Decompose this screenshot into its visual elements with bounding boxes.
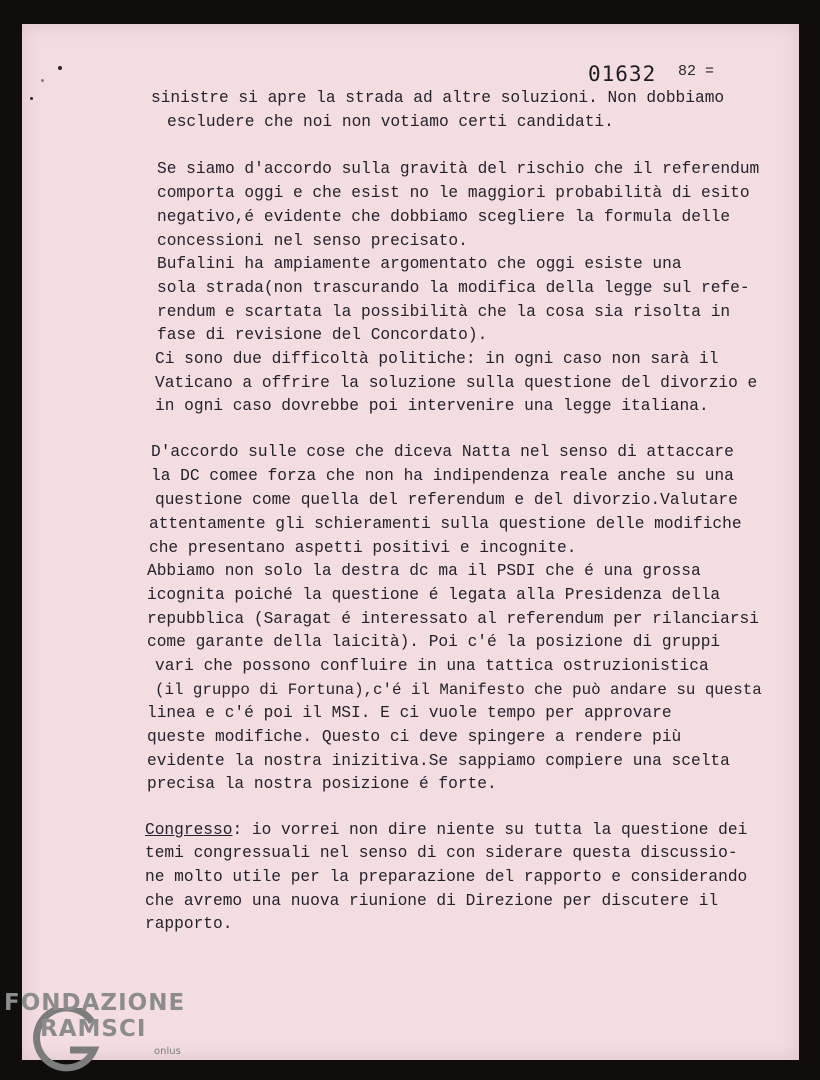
congress-text: : io vorrei non dire niente su tutta la questione dei xyxy=(232,821,748,839)
text-line: concessioni nel senso precisato. xyxy=(157,232,468,250)
text-line: che avremo una nuova riunione di Direzione per discutere il xyxy=(145,892,719,910)
dust-speck xyxy=(58,66,62,70)
text-line: ne molto utile per la preparazione del rapporto e considerando xyxy=(145,868,748,886)
watermark-line-3: onlus xyxy=(154,1046,181,1057)
dust-speck xyxy=(41,79,44,82)
congress-heading: Congresso xyxy=(145,821,233,839)
text-line: vari che possono confluire in una tattica ostruzionistica xyxy=(155,657,709,675)
watermark-line-2: RAMSCI xyxy=(40,1016,147,1042)
document-number: 01632 xyxy=(588,62,657,86)
text-line: Ci sono due difficoltà politiche: in ogni caso non sarà il xyxy=(155,350,719,368)
text-line: precisa la nostra posizione é forte. xyxy=(147,775,497,793)
text-line: rendum e scartata la possibilità che la cosa sia risolta in xyxy=(157,303,731,321)
text-line: D'accordo sulle cose che diceva Natta nel senso di attaccare xyxy=(151,443,734,461)
watermark-line-1: FONDAZIONE xyxy=(4,990,186,1016)
text-line: queste modifiche. Questo ci deve spingere a rendere più xyxy=(147,728,682,746)
text-line: escludere che noi non votiamo certi candidati. xyxy=(167,113,614,131)
text-line: che presentano aspetti positivi e incognite. xyxy=(149,539,577,557)
text-line: evidente la nostra inizitiva.Se sappiamo compiere una scelta xyxy=(147,752,730,770)
congress-line xyxy=(145,820,747,840)
text-line: rapporto. xyxy=(145,915,233,933)
text-line: Bufalini ha ampiamente argomentato che oggi esiste una xyxy=(157,255,682,273)
text-line: questione come quella del referendum e del divorzio.Valutare xyxy=(155,491,738,509)
text-line: linea e c'é poi il MSI. E ci vuole tempo per approvare xyxy=(147,704,672,722)
text-line: Vaticano a offrire la soluzione sulla questione del divorzio e xyxy=(155,374,758,392)
text-line: attentamente gli schieramenti sulla questione delle modifiche xyxy=(149,515,742,533)
text-line: temi congressuali nel senso di con siderare questa discussio- xyxy=(145,844,738,862)
text-line: fase di revisione del Concordato). xyxy=(157,326,488,344)
text-line: comporta oggi e che esist no le maggiori probabilità di esito xyxy=(157,184,750,202)
text-line: (il gruppo di Fortuna),c'é il Manifesto che può andare su questa xyxy=(155,681,762,699)
page-number: 82 = xyxy=(678,63,715,80)
foundation-watermark-logo xyxy=(4,990,209,1078)
text-line: Abbiamo non solo la destra dc ma il PSDI che é una grossa xyxy=(147,562,701,580)
text-line: repubblica (Saragat é interessato al referendum per rilanciarsi xyxy=(147,610,759,628)
text-line: come garante della laicità). Poi c'é la posizione di gruppi xyxy=(147,633,721,651)
text-line: sola strada(non trascurando la modifica della legge sul refe- xyxy=(157,279,750,297)
text-line: la DC comee forza che non ha indipendenza reale anche su una xyxy=(151,467,734,485)
dust-speck xyxy=(30,97,33,100)
text-line: negativo,é evidente che dobbiamo scegliere la formula delle xyxy=(157,208,731,226)
text-line: Se siamo d'accordo sulla gravità del rischio che il referendum xyxy=(157,160,760,178)
text-line: in ogni caso dovrebbe poi intervenire una legge italiana. xyxy=(155,397,709,415)
text-line: icognita poiché la questione é legata alla Presidenza della xyxy=(147,586,721,604)
text-line: sinistre si apre la strada ad altre soluzioni. Non dobbiamo xyxy=(151,89,725,107)
